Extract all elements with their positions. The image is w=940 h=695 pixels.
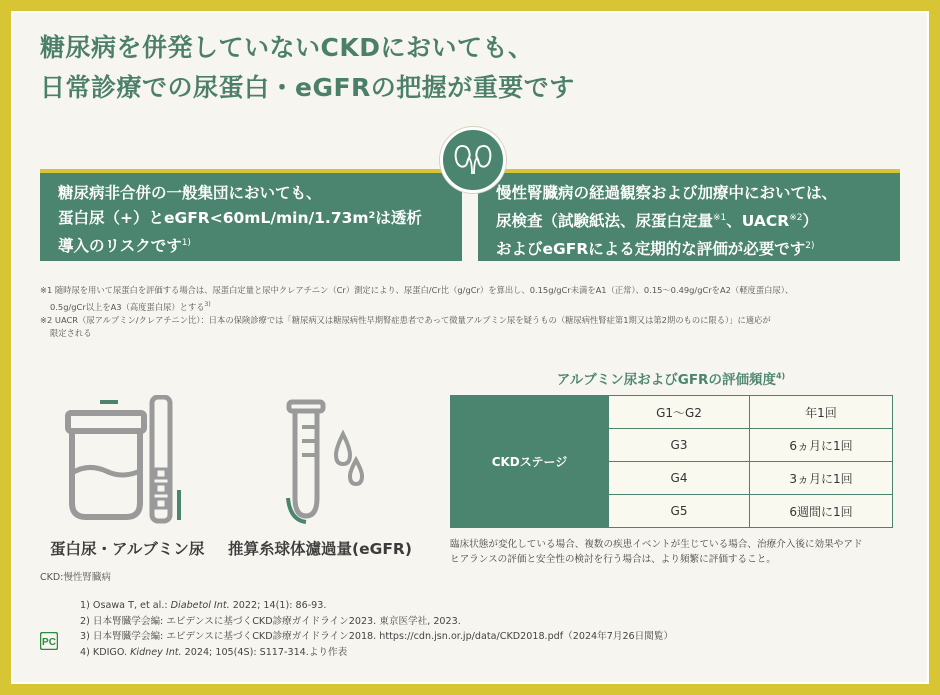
- kidney-icon: [453, 140, 493, 180]
- panel-left-line2: 蛋白尿（+）とeGFR<60mL/min/1.73m²は透析: [58, 209, 422, 227]
- label-egfr: 推算糸球体濾過量(eGFR): [228, 540, 412, 558]
- test-tube-icon: [280, 398, 390, 528]
- table-row: [451, 396, 893, 429]
- reference-2: 2) 日本腎臓学会編: エビデンスに基づくCKD診療ガイドライン2023. 東京医学社, 2023.: [80, 615, 461, 627]
- stage-cell: G3: [609, 429, 750, 462]
- table-title: アルブミン尿およびGFRの評価頻度$^{4)}$: [556, 371, 786, 388]
- table-note: 臨床状態が変化している場合、複数の疾患イベントが生じている場合、治療介入後に効果やアド ヒアランスの評価と安全性の検討を行う場合は、より頻繁に評価すること。: [450, 539, 863, 565]
- panel-left-line3: 導入のリスクです$^{1)}$: [58, 237, 191, 256]
- page-title-line2: 日常診療での尿蛋白・eGFRの把握が重要です: [40, 73, 575, 102]
- frequency-cell: 6週間に1回: [750, 495, 893, 528]
- label-proteinuria: 蛋白尿・アルブミン尿: [50, 540, 205, 558]
- ref-mark: 1): [181, 238, 191, 248]
- panel-right-line2: 尿検査（試験紙法、尿蛋白定量$^{※1}$、UACR$^{※2}$）: [496, 212, 819, 231]
- svg-text:PC: PC: [42, 637, 56, 648]
- abbreviation-note: CKD:慢性腎臓病: [40, 572, 111, 583]
- note-1-line1: ※1 随時尿を用いて尿蛋白を評価する場合は、尿蛋白定量と尿中クレアチニン（Cr）測定により、尿蛋白/Cr比（g/gCr）を算出し、0.15g/gCr未満をA1（正常）、0.15～0.49g/gCrをA2（軽度蛋白尿）、: [40, 285, 794, 295]
- stage-cell: G5: [609, 495, 750, 528]
- panel-right-line3: およびeGFRによる定期的な評価が必要です$^{2)}$: [496, 240, 815, 259]
- pc-logo-icon: [40, 632, 58, 650]
- frequency-cell: 3ヵ月に1回: [750, 462, 893, 495]
- note-2-line1: ※2 UACR（尿アルブミン/クレアチニン比）：日本の保険診療では「糖尿病又は糖尿病性早期腎症患者であって微量アルブミン尿を疑うもの（糖尿病性腎症第1期又は第2期のものに限る）」に適応が: [40, 314, 771, 325]
- stage-cell: G4: [609, 462, 750, 495]
- inner-frame: [11, 11, 929, 684]
- panel-general-population: [40, 169, 462, 261]
- kidney-badge: [440, 127, 506, 193]
- ckd-stage-header: CKDステージ: [451, 396, 609, 528]
- reference-1: 1) Osawa T, et al.: Diabetol Int. 2022; 14(1): 86-93.: [80, 600, 327, 611]
- ref-mark: 2): [805, 241, 815, 252]
- frequency-cell: 6ヵ月に1回: [750, 429, 893, 462]
- page-title: [40, 28, 860, 108]
- note-2-line2: 限定される: [50, 328, 92, 339]
- note-1-line2: 0.5g/gCr以上をA3（高度蛋白尿）とする$^{3)}$: [50, 300, 211, 312]
- panel-ckd-followup: [478, 169, 900, 261]
- page-title-line1: 糖尿病を併発していないCKDにおいても、: [40, 33, 534, 62]
- panel-right-line1: 慢性腎臓病の経過観察および加療中においては、: [496, 184, 838, 202]
- footnotes: [40, 284, 910, 341]
- frequency-cell: 年1回: [750, 396, 893, 429]
- references: [80, 598, 673, 660]
- panel-left-line1: 糖尿病非合併の一般集団においても、: [58, 184, 322, 202]
- reference-4: 4) KDIGO. Kidney Int. 2024; 105(4S): S117-314.より作表: [80, 646, 348, 658]
- reference-3: 3) 日本腎臓学会編: エビデンスに基づくCKD診療ガイドライン2018. https://cdn.jsn.or.jp/data/CKD2018.pdf（2024年7月26日閲覧）: [80, 631, 674, 642]
- stage-cell: G1～G2: [609, 396, 750, 429]
- evaluation-frequency-table: [450, 395, 893, 528]
- urine-cup-icon: [58, 395, 188, 525]
